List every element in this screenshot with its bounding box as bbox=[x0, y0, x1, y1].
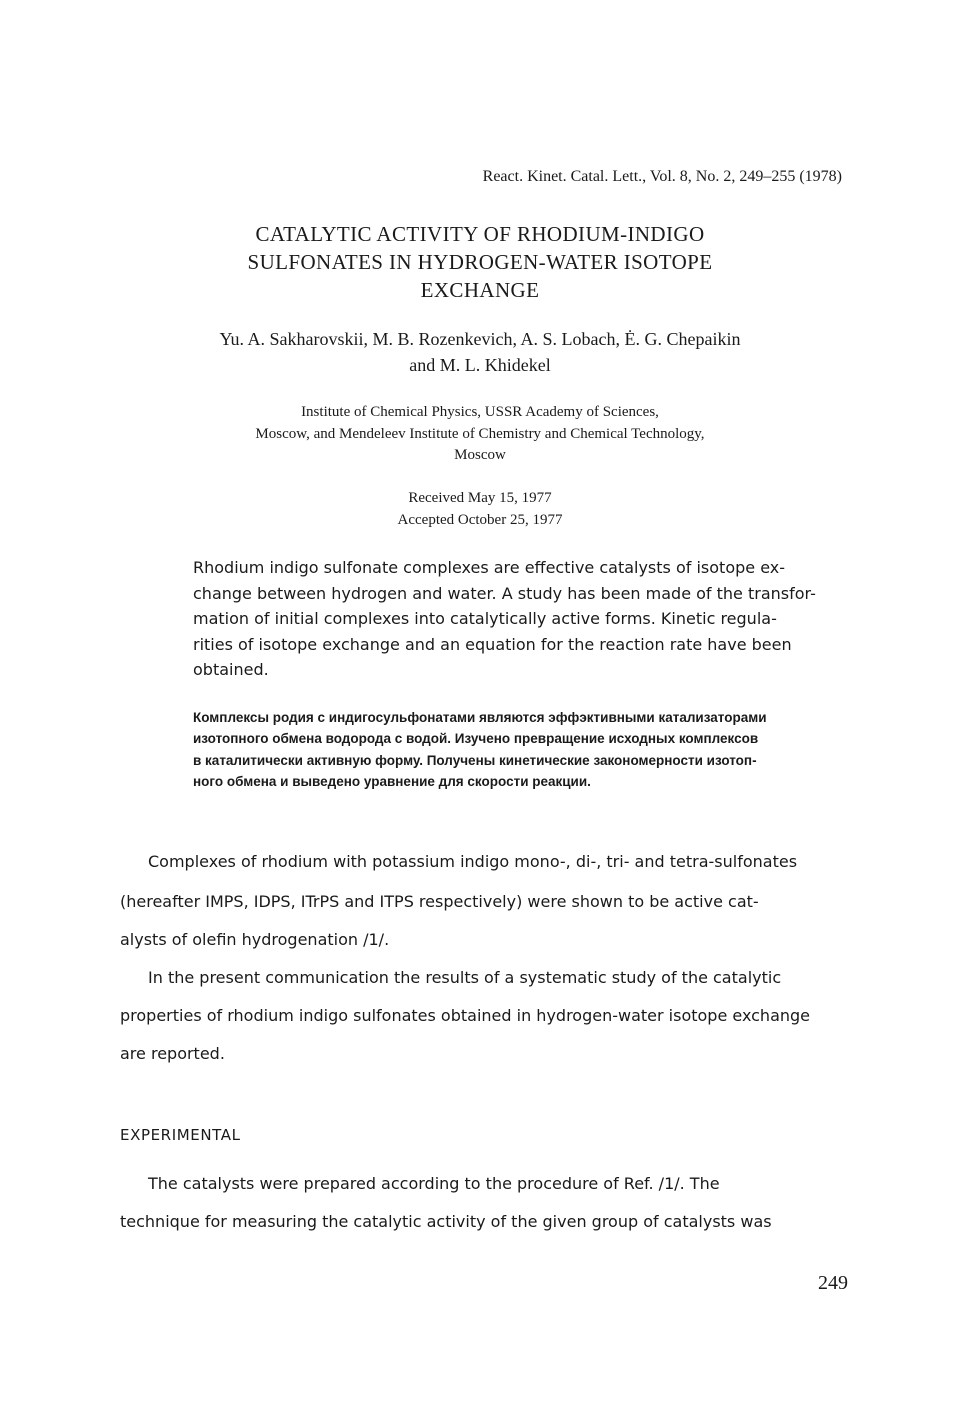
abstract-line: change between hydrogen and water. A study has been made of the transfor- bbox=[193, 583, 816, 603]
author-list bbox=[130, 326, 830, 378]
affiliation-line: Moscow bbox=[454, 447, 506, 463]
body-line: alysts of olefin hydrogenation /1/. bbox=[120, 930, 390, 949]
article-title bbox=[150, 220, 810, 304]
abstract-line: Rhodium indigo sulfonate complexes are effective catalysts of isotope ex- bbox=[193, 558, 785, 577]
page-number: 249 bbox=[818, 1272, 848, 1294]
accepted-date: Accepted October 25, 1977 bbox=[397, 511, 563, 528]
abstract-line: изотопного обмена водорода с водой. Изучено превращение исходных комплексов bbox=[193, 731, 759, 747]
affiliation-line: Institute of Chemical Physics, USSR Academy of Sciences, bbox=[301, 404, 659, 420]
affiliation bbox=[130, 402, 830, 467]
received-date: Received May 15, 1977 bbox=[408, 490, 552, 506]
body-line: technique for measuring the catalytic activity of the given group of catalysts was bbox=[120, 1212, 772, 1231]
body-line: The catalysts were prepared according to the procedure of Ref. /1/. The bbox=[148, 1174, 720, 1193]
abstract-english bbox=[193, 555, 858, 683]
body-line: properties of rhodium indigo sulfonates obtained in hydrogen-water isotope exchange bbox=[120, 1006, 811, 1025]
title-line: EXCHANGE bbox=[420, 278, 540, 302]
body-line: are reported. bbox=[120, 1044, 225, 1063]
title-line: SULFONATES IN HYDROGEN-WATER ISOTOPE bbox=[247, 250, 713, 274]
publication-dates bbox=[130, 488, 830, 531]
affiliation-line: Moscow, and Mendeleev Institute of Chemistry and Chemical Technology, bbox=[255, 425, 705, 442]
abstract-line: rities of isotope exchange and an equation for the reaction rate have been bbox=[193, 634, 792, 654]
title-line: CATALYTIC ACTIVITY OF RHODIUM-INDIGO bbox=[255, 222, 705, 246]
abstract-line: mation of initial complexes into catalytically active forms. Kinetic regula- bbox=[193, 609, 777, 628]
abstract-line: Комплексы родия с индигосульфонатами являются эффэктивными катализаторами bbox=[193, 710, 767, 725]
section-heading-experimental: EXPERIMENTAL bbox=[120, 1126, 241, 1144]
journal-citation: React. Kinet. Catal. Lett., Vol. 8, No. 2, 249–255 (1978) bbox=[482, 168, 842, 185]
abstract-line: в каталитически активную форму. Получены кинетические закономерности изотоп- bbox=[193, 752, 757, 768]
abstract-line: obtained. bbox=[193, 660, 269, 679]
body-line: Complexes of rhodium with potassium indigo mono-, di-, tri- and tetra-sulfonates bbox=[148, 852, 798, 871]
abstract-russian bbox=[193, 707, 863, 792]
author-line: Yu. A. Sakharovskii, M. B. Rozenkevich, A. S. Lobach, Ė. G. Chepaikin bbox=[219, 329, 741, 349]
abstract-line: ного обмена и выведено уравнение для скорости реакции. bbox=[193, 773, 591, 789]
body-line: (hereafter IMPS, IDPS, ITrPS and ITPS respectively) were shown to be active cat- bbox=[120, 892, 759, 911]
body-line: In the present communication the results of a systematic study of the catalytic bbox=[148, 968, 782, 987]
author-line: and M. L. Khidekel bbox=[409, 355, 551, 375]
